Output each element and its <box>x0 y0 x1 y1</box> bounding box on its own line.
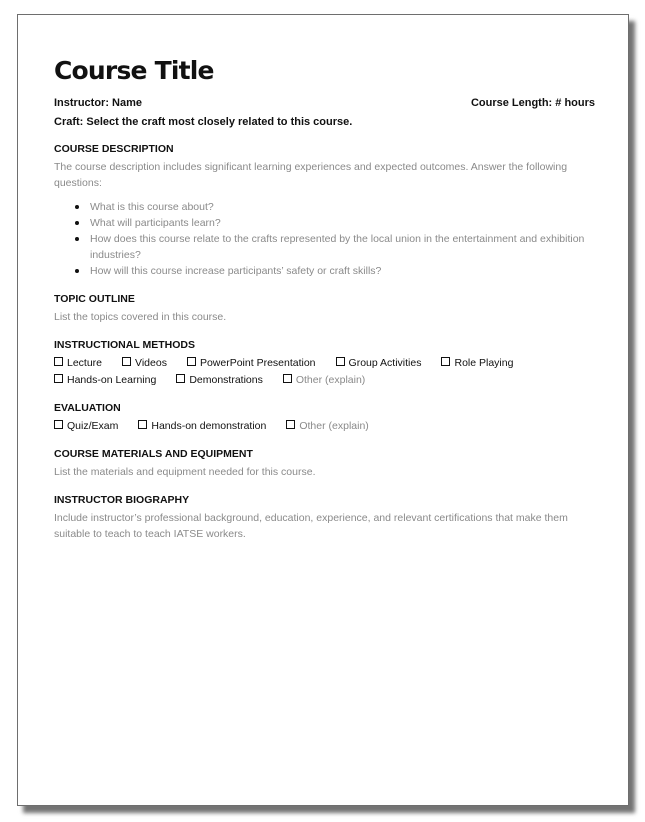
checkbox[interactable] <box>286 420 295 429</box>
option-hands-on-demonstration[interactable] <box>138 418 266 434</box>
option-powerpoint[interactable] <box>187 355 316 371</box>
checkbox[interactable] <box>187 357 196 366</box>
evaluation-options <box>54 418 595 434</box>
list-item: What will participants learn? <box>90 215 595 231</box>
option-other[interactable] <box>283 372 365 388</box>
option-label: Other (explain) <box>295 374 366 386</box>
biography-section <box>54 494 595 542</box>
checkbox[interactable] <box>122 357 131 366</box>
page-content <box>54 53 595 542</box>
evaluation-section <box>54 402 595 434</box>
course-description-text: The course description includes significant learning experiences and expected outcomes. Answer the following questions: <box>54 161 568 189</box>
instructional-methods-options <box>54 355 595 388</box>
option-hands-on-learning[interactable] <box>54 372 156 388</box>
checkbox[interactable] <box>283 374 292 383</box>
craft-line: Craft: Select the craft most closely related to this course. <box>54 116 353 128</box>
evaluation-heading: EVALUATION <box>54 402 121 414</box>
option-demonstrations[interactable] <box>176 372 263 388</box>
option-label: Role Playing <box>454 357 514 369</box>
option-role-playing[interactable] <box>441 355 513 371</box>
option-label: PowerPoint Presentation <box>199 357 316 369</box>
option-label: Demonstrations <box>189 374 263 386</box>
course-length: Course Length: # hours <box>470 97 595 109</box>
document-page <box>17 14 629 806</box>
option-label: Lecture <box>67 357 103 369</box>
materials-section <box>54 448 595 480</box>
instructor-name: Instructor: Name <box>54 97 143 109</box>
biography-heading: INSTRUCTOR BIOGRAPHY <box>54 494 190 506</box>
topic-outline-section <box>54 293 595 325</box>
option-other[interactable] <box>286 418 368 434</box>
option-group-activities[interactable] <box>336 355 422 371</box>
list-item: How does this course relate to the crafts represented by the local union in the entertainment and exhibition industries? <box>90 231 595 263</box>
option-videos[interactable] <box>122 355 167 371</box>
checkbox[interactable] <box>54 374 63 383</box>
checkbox[interactable] <box>176 374 185 383</box>
checkbox[interactable] <box>54 420 63 429</box>
instructional-methods-heading: INSTRUCTIONAL METHODS <box>54 339 195 351</box>
topic-outline-text: List the topics covered in this course. <box>54 311 227 323</box>
option-label: Hands-on demonstration <box>151 420 267 432</box>
option-label: Other (explain) <box>299 420 369 432</box>
course-title: Course Title <box>54 56 214 85</box>
checkbox[interactable] <box>441 357 450 366</box>
list-item: How will this course increase participants’ safety or craft skills? <box>90 263 595 279</box>
header-row <box>54 96 595 110</box>
materials-text: List the materials and equipment needed for this course. <box>54 466 316 478</box>
list-item: What is this course about? <box>90 199 595 215</box>
course-description-heading: COURSE DESCRIPTION <box>54 143 174 155</box>
option-label: Group Activities <box>348 357 422 369</box>
materials-heading: COURSE MATERIALS AND EQUIPMENT <box>54 448 253 460</box>
checkbox[interactable] <box>54 357 63 366</box>
option-quiz-exam[interactable] <box>54 418 118 434</box>
course-description-section <box>54 143 595 279</box>
option-label: Videos <box>135 357 167 369</box>
option-label: Quiz/Exam <box>67 420 119 432</box>
option-lecture[interactable] <box>54 355 102 371</box>
checkbox[interactable] <box>138 420 147 429</box>
option-label: Hands-on Learning <box>67 374 157 386</box>
topic-outline-heading: TOPIC OUTLINE <box>54 293 135 305</box>
checkbox[interactable] <box>336 357 345 366</box>
biography-text: Include instructor’s professional background, education, experience, and relevant certifications that make them suitable to teach to teach IATSE workers. <box>54 512 568 540</box>
instructional-methods-section <box>54 339 595 388</box>
course-description-questions <box>54 199 595 279</box>
